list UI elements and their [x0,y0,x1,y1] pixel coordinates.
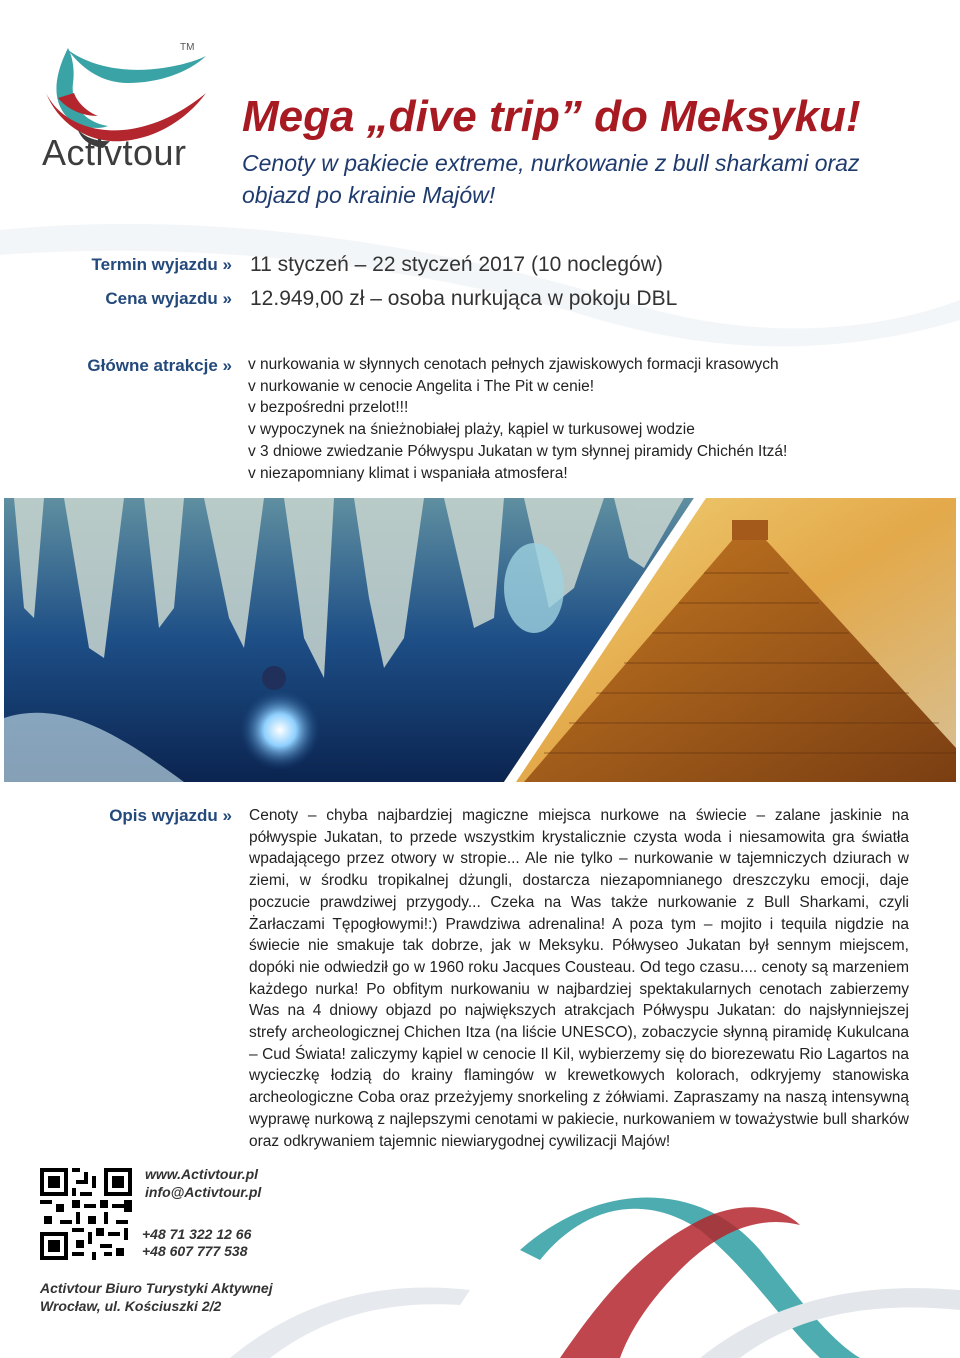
cenote-and-pyramid-photo [4,498,956,782]
attraction-item: v niezapomniany klimat i wspaniała atmosfera! [248,464,568,482]
company-name: Activtour Biuro Turystyki Aktywnej [40,1280,273,1296]
attraction-item: v 3 dniowe zwiedzanie Półwyspu Jukatan w tym słynnej piramidy Chichén Itzá! [248,442,788,460]
page-subtitle: Cenoty w pakiecie extreme, nurkowanie z bull sharkami oraz objazd po krainie Majów! [242,150,860,208]
termin-label: Termin wyjazdu » [91,255,232,274]
page-title: Mega „dive trip” do Meksyku! [242,92,861,141]
cena-value: 12.949,00 zł – osoba nurkująca w pokoju DBL [250,287,678,310]
attraction-item: v nurkowanie w cenocie Angelita i The Pit w cenie! [248,377,595,395]
company-address: Wrocław, ul. Kościuszki 2/2 [40,1298,222,1314]
description-text: Cenoty – chyba najbardziej magiczne miejsca nurkowe na świecie – zalane jaskinie na półwyspie Jukatan, to przede wszystkim krystalicznie czysta woda i niesamowita gra światła wpadającego przez otwory w stropie... Ale nie tylko – nurkowanie w tajemniczych dziurach w ziemi, w środku tropikalnej dżungli, dostarcza niezapomnianego dreszczyku emocji, daje poczucie prawdziwej przygody... Czeka na Was także nurkowanie z Bull Sharkami, czyli Żarłaczami Tępogłowymi!:) Prawdziwa adrenalina! A poza tym – mojito i tequila nigdzie na świecie nie smakuje tak dobrze, jak w Meksyku. Półwyseo Jukatan był sennym miejscem, dopóki nie odwiedził go w 1960 roku Jacques Cousteau. Od tego czasu.... cenoty są marzeniem każdego nurka! Po obfitym nurkowaniu w najbardziej spektakularnych cenotach zabierzemy Was na 4 dniowy objazd po największych atrakcjach Półwyspu Jukatan: do najsłynniejszej strefy archeologicznej Chichen Itza (na liście UNESCO), zobaczycie słynną piramidę Kukulcana – Cud Świata! zaliczymy kąpiel w cenocie Il Kil, wybierzemy się do biorezewatu Rio Lagartos na wycieczkę łodzią do krainy flamingów w krewetkowych kolorach, odkryjemy stanowiska archeologiczne Coba oraz przeżyjemy snorkeling z żółwiami. Zapraszamy na naszą intensywną wyprawę nurkową z najlepszymi cenotami w pakiecie, nurkowaniem w toważystwie bull sharków oraz odkrywaniem tajemnic niewiarygodnej cywilizacji Majów! [249,807,909,1150]
cena-label: Cena wyjazdu » [105,289,232,308]
description-label: Opis wyjazdu » [109,806,232,825]
trademark: TM [180,42,195,53]
email-link[interactable]: info@Activtour.pl [145,1184,262,1200]
attraction-item: v nurkowania w słynnych cenotach pełnych zjawiskowych formacji krasowych [248,356,779,373]
attractions-list [248,354,787,484]
qr-code-icon [40,1168,132,1260]
logo-text: Activtour [42,132,187,173]
attraction-item: v bezpośredni przelot!!! [248,399,409,417]
termin-value: 11 styczeń – 22 styczeń 2017 (10 noclegów) [250,253,663,276]
attractions-label: Główne atrakcje » [87,356,232,375]
phone-1: +48 71 322 12 66 [142,1226,252,1242]
phone-2: +48 607 777 538 [142,1243,248,1259]
website-link[interactable]: www.Activtour.pl [145,1166,259,1182]
attraction-item: v wypoczynek na śnieżnobiałej plaży, kąpiel w turkusowej wodzie [248,421,695,439]
